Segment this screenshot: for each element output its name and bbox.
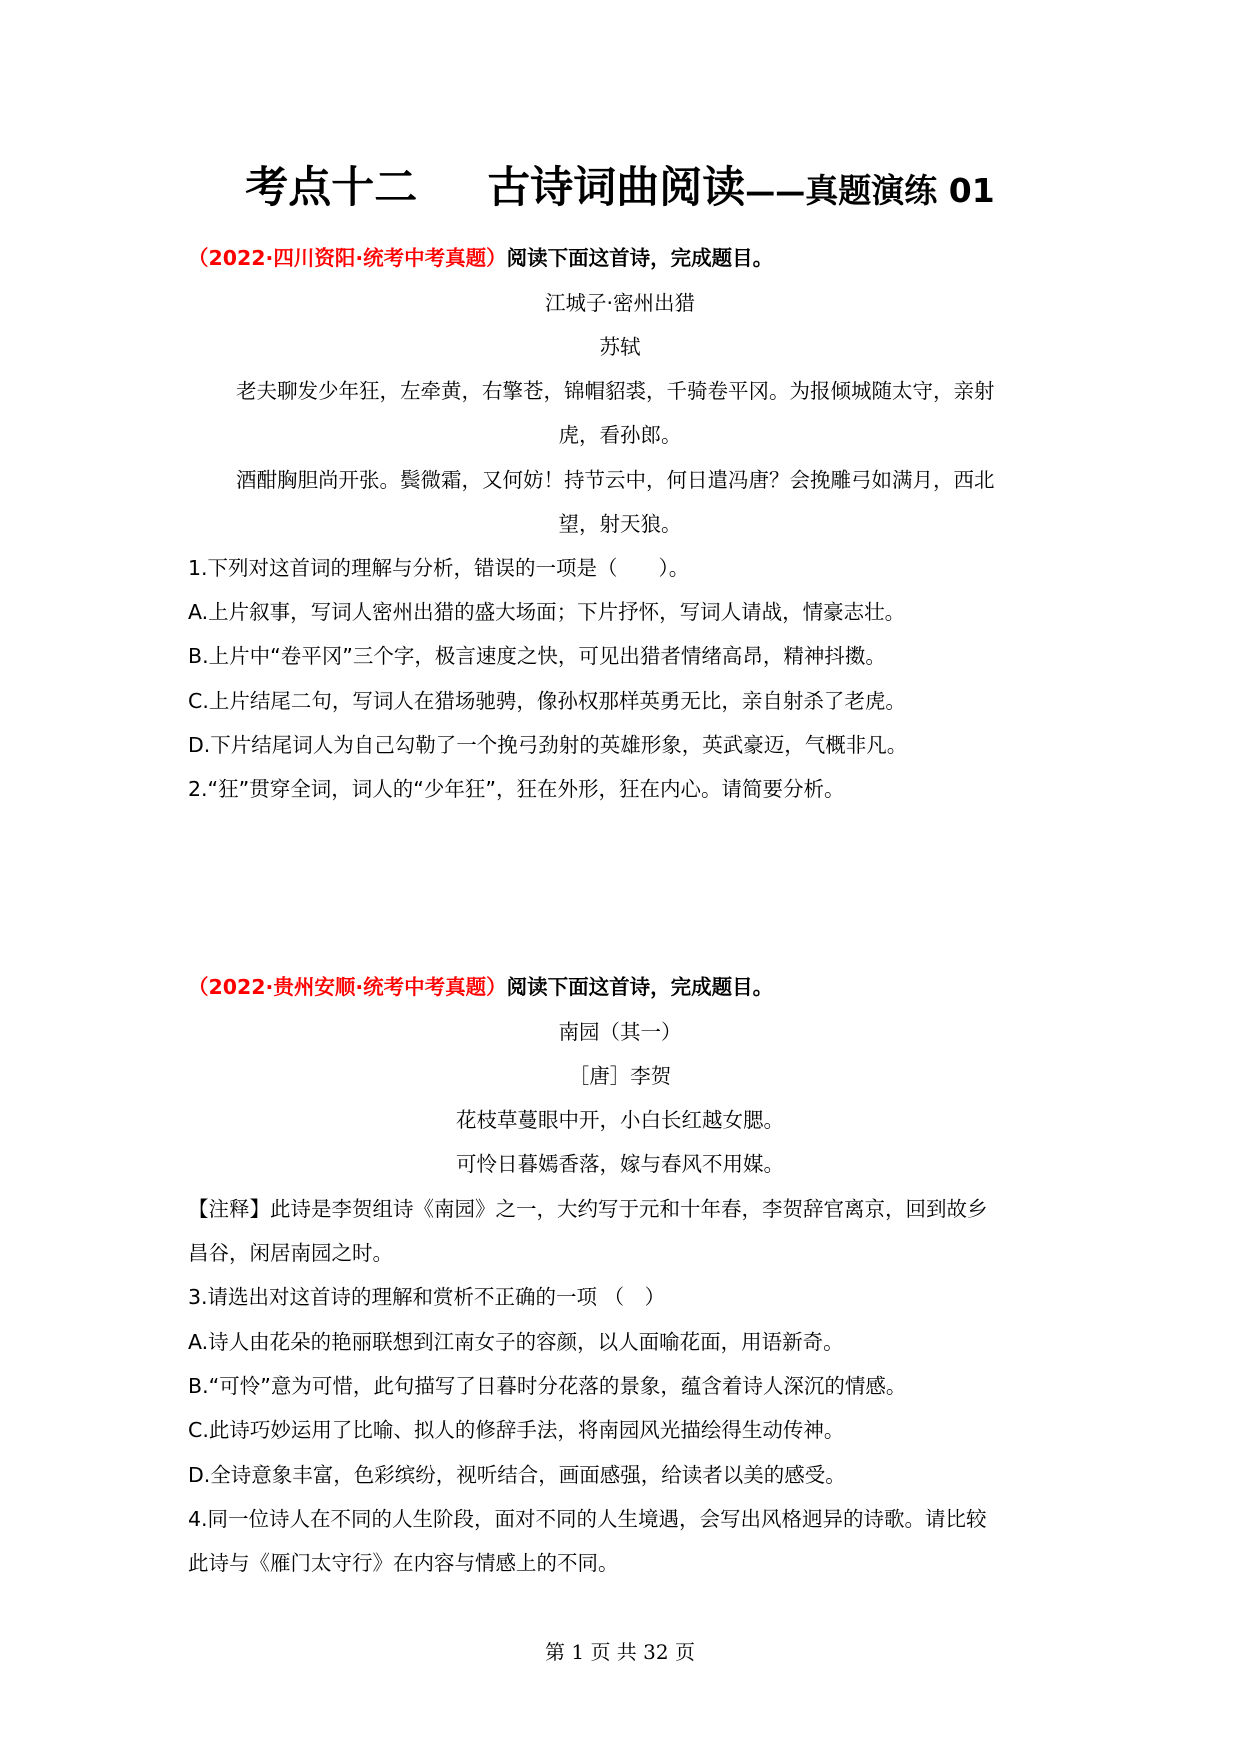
- section2-header: [188, 973, 773, 1001]
- note-line1: 【注释】此诗是李贺组诗《南园》之一，大约写于元和十年春，李贺辞官离京，回到故乡: [188, 1197, 988, 1221]
- question-1-option-a: A.上片叙事，写词人密州出猎的盛大场面；下片抒怀，写词人请战，情豪志壮。: [188, 600, 906, 624]
- question-3-option-d: D.全诗意象丰富，色彩缤纷，视听结合，画面感强，给读者以美的感受。: [188, 1463, 846, 1487]
- note-line2: 昌谷，闲居南园之时。: [188, 1241, 393, 1265]
- question-4-line2: 此诗与《雁门太守行》在内容与情感上的不同。: [188, 1551, 619, 1575]
- question-1-option-b: B.上片中“卷平冈”三个字，极言速度之快，可见出猎者情绪高昂，精神抖擞。: [188, 644, 886, 668]
- poem1-title: 江城子·密州出猎: [544, 291, 696, 315]
- section1-source: （2022·四川资阳·统考中考真题）: [188, 246, 507, 270]
- question-3-option-b: B.“可怜”意为可惜，此句描写了日暮时分花落的景象，蕴含着诗人深沉的情感。: [188, 1374, 907, 1398]
- page-number-footer: 第 1 页 共 32 页: [545, 1640, 695, 1664]
- title-dash: ——: [745, 175, 806, 210]
- question-4-line1: 4.同一位诗人在不同的人生阶段，面对不同的人生境遇，会写出风格迥异的诗歌。请比较: [188, 1507, 987, 1531]
- section2-instruction: 阅读下面这首诗，完成题目。: [506, 975, 774, 999]
- poem1-stanza1-line2: 虎，看孙郎。: [558, 423, 682, 447]
- title-main: 考点十二: [245, 163, 418, 213]
- question-3-option-a: A.诗人由花朵的艳丽联想到江南女子的容颜，以人面喻花面，用语新奇。: [188, 1330, 844, 1354]
- question-3-option-c: C.此诗巧妙运用了比喻、拟人的修辞手法，将南园风光描绘得生动传神。: [188, 1418, 845, 1442]
- question-1-option-d: D.下片结尾词人为自己勾勒了一个挽弓劲射的英雄形象，英武豪迈，气概非凡。: [188, 733, 908, 757]
- poem2-line2: 可怜日暮嫣香落，嫁与春风不用媒。: [456, 1152, 784, 1176]
- section2-source: （2022·贵州安顺·统考中考真题）: [188, 975, 507, 999]
- poem2-line1: 花枝草蔓眼中开，小白长红越女腮。: [456, 1108, 784, 1132]
- question-3: 3.请选出对这首诗的理解和赏析不正确的一项 （ ）: [188, 1285, 666, 1309]
- section1-header: [188, 244, 773, 272]
- poem1-author: 苏轼: [599, 335, 641, 359]
- question-1-option-c: C.上片结尾二句，写词人在猎场驰骋，像孙权那样英勇无比，亲自射杀了老虎。: [188, 689, 906, 713]
- title-sub: 真题演练 01: [805, 171, 995, 210]
- title-topic: 古诗词曲阅读: [487, 163, 746, 213]
- page-title: [0, 154, 1240, 215]
- section1-instruction: 阅读下面这首诗，完成题目。: [506, 246, 774, 270]
- poem1-stanza2-line1: 酒酣胸胆尚开张。鬓微霜，又何妨！持节云中，何日遣冯唐？会挽雕弓如满月，西北: [236, 468, 995, 492]
- poem1-stanza1-line1: 老夫聊发少年狂，左牵黄，右擎苍，锦帽貂裘，千骑卷平冈。为报倾城随太守，亲射: [236, 379, 995, 403]
- poem1-stanza2-line2: 望，射天狼。: [558, 512, 682, 536]
- question-1: 1.下列对这首词的理解与分析，错误的一项是（ ）。: [188, 556, 690, 580]
- poem2-title: 南园（其一）: [558, 1020, 682, 1044]
- question-2: 2.“狂”贯穿全词，词人的“少年狂”，狂在外形，狂在内心。请简要分析。: [188, 777, 845, 801]
- poem2-author: ［唐］李贺: [568, 1064, 672, 1088]
